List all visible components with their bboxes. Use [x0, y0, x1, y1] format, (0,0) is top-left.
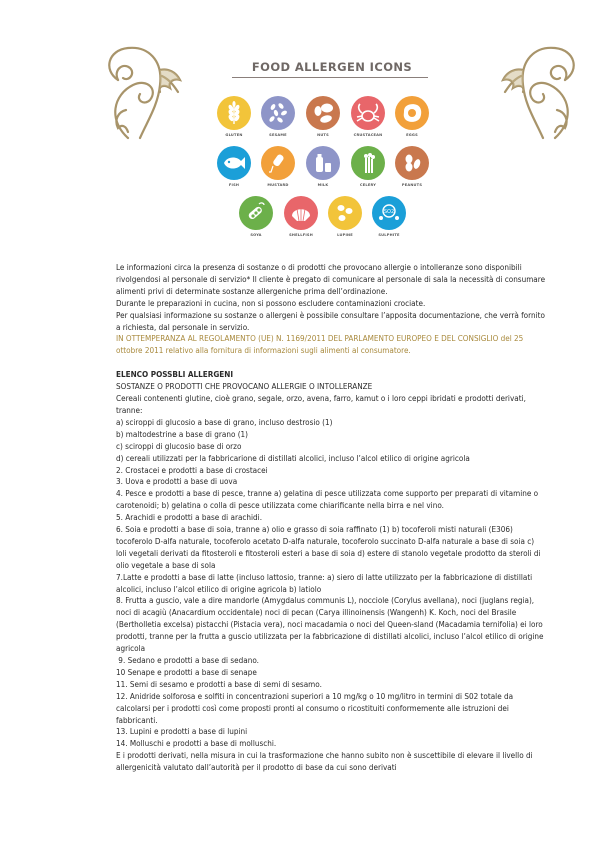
peanut-icon — [395, 146, 429, 180]
allergen-crustacean — [345, 96, 391, 137]
icon-label: PEANUTS — [401, 183, 423, 187]
page-title: FOOD ALLERGEN ICONS — [251, 60, 413, 74]
list-item: 7.Latte e prodotti a base di latte (incluso lattosio, tranne: a) siero di latte utilizzato per la fabbricazione di distillati alcolici, incluso l’alcol etilico di origine agricola b) latiolo — [116, 571, 533, 594]
svg-text:SO2: SO2 — [383, 209, 395, 215]
allergen-eggs — [389, 96, 435, 137]
allergen-soya — [233, 196, 279, 237]
allergen-celery — [345, 146, 391, 187]
icon-label: MILK — [317, 183, 329, 187]
list-item: 13. Lupini e prodotti a base di lupini — [116, 726, 248, 737]
list-item: 5. Arachidi e prodotti a base di arachidi. — [116, 512, 263, 523]
allergen-peanuts — [389, 146, 435, 187]
list-item: d) cereali utilizzati per la fabbricarione di distillati alcolici, incluso l’alcol etilico di origine agricola — [116, 452, 470, 463]
list-item: 11. Semi di sesamo e prodotti a base di semi di sesamo. — [116, 678, 322, 689]
shell-icon — [284, 196, 318, 230]
spacer — [116, 357, 546, 369]
icon-label: NUTS — [317, 133, 329, 137]
icon-label: CELERY — [359, 183, 377, 187]
icon-label: SHELLFISH — [289, 233, 313, 237]
list-item: 10 Senape e prodotti a base di senape — [116, 666, 257, 677]
intro-paragraph: Le informazioni circa la presenza di sostanze o di prodotti che provocano allergie o intolleranze sono disponibili rivolgendosi al personale di servizio* Il cliente è pregato di comunicare al personale di sala la necessità di consumare alimenti privi di determinate sostanze allergeniche prima dell’ordinazione. — [116, 262, 546, 296]
list-item: a) sciroppi di glucosio a base di grano, incluso destrosio (1) — [116, 416, 333, 427]
list-item: c) sciroppi di glucosio base di orzo — [116, 440, 242, 451]
milk-bottle-icon — [306, 146, 340, 180]
lupine-beans-icon — [328, 196, 362, 230]
icon-label: LUPINE — [337, 233, 353, 237]
allergen-lupine — [322, 196, 368, 237]
allergen-milk — [300, 146, 346, 187]
list-item: 4. Pesce e prodotti a base di pesce, tranne a) gelatina di pesce utilizzata come supporto per preparati di vitamine o carotenoidi; b) gelatina o colla di pesce utilizzata come chiarificante nella birra e nel vino. — [116, 488, 539, 511]
soybean-pod-icon — [239, 196, 273, 230]
fried-egg-icon — [395, 96, 429, 130]
allergen-mustard — [255, 146, 301, 187]
allergen-nuts — [300, 96, 346, 137]
icon-label: SULPHITE — [378, 233, 400, 237]
icon-label: CRUSTACEAN — [353, 133, 383, 137]
list-item: 12. Anidride solforosa e solfiti in concentrazioni superiori a 10 mg/kg o 10 mg/litro in termini di S02 totale da calcolarsi per i prodotti così come proposti pronti al consumo o ricostituiti conformemente alle istruzioni dei fabbricanti. — [116, 690, 514, 725]
icon-label: SOYA — [250, 233, 262, 237]
list-item: b) maltodestrine a base di grano (1) — [116, 428, 249, 439]
list-item: 2. Crostacei e prodotti a base di crostacei — [116, 464, 268, 475]
list-item: 8. Frutta a guscio, vale a dire mandorle (Amygdalus communis L), nocciole (Corylus avellana), noci (juglans regia), noci di acagiù (Anacardium occidentale) noci di pecan (Carya illinoinensis (Wangenh) K. Koch, noci del Brasile (Bertholletia excelsa) pistacchi (Pistacia vera), noci macadamia o noci del Queen-sland (Macadamia ternifolia) ei loro prodotti, tranne per la frutta a guscio utilizzata per la fabbricazione di distillati alcolici, incluso l’alcol etilico di origine agricola — [116, 595, 544, 654]
allergen-sulphite — [366, 196, 412, 237]
fish-icon — [217, 146, 251, 180]
closing-note: E i prodotti derivati, nella misura in cui la trasformazione che hanno subito non è suscettibile di elevare il livello di allergenicità valutato dall’autorità per il prodotto di base da cui sono derivati — [116, 750, 533, 773]
crab-icon — [351, 96, 385, 130]
allergen-sesame — [255, 96, 301, 137]
icon-label: FISH — [228, 183, 240, 187]
nuts-icon — [306, 96, 340, 130]
sesame-seeds-icon — [261, 96, 295, 130]
allergen-gluten — [211, 96, 257, 137]
allergen-information — [116, 262, 546, 774]
icon-label: MUSTARD — [267, 183, 289, 187]
mustard-bottle-icon — [261, 146, 295, 180]
list-item: 14. Molluschi e prodotti a base di molluschi. — [116, 738, 277, 749]
allergen-icon-grid — [0, 0, 613, 260]
intro-paragraph: Per qualsiasi informazione su sostanze o allergeni è possibile consultare l’apposita documentazione, che verrà fornito a richiesta, dal personale in servizio. — [116, 309, 545, 332]
allergen-fish — [211, 146, 257, 187]
allergen-shellfish — [278, 196, 324, 237]
sulphite-so2-icon — [372, 196, 406, 230]
list-item: Cereali contenenti glutine, cioè grano, segale, orzo, avena, farro, kamut o i loro ceppi ibridati e prodotti derivati, tranne: — [116, 393, 526, 415]
intro-paragraph: Durante le preparazioni in cucina, non si possono escludere contaminazioni crociate. — [116, 297, 426, 308]
wheat-icon — [217, 96, 251, 130]
celery-icon — [351, 146, 385, 180]
icon-label: EGGS — [406, 133, 418, 137]
list-subheading: SOSTANZE O PRODOTTI CHE PROVOCANO ALLERGIE O INTOLLERANZE — [116, 381, 373, 392]
list-heading: ELENCO POSSBLI ALLERGENI — [116, 369, 234, 380]
regulation-notice: IN OTTEMPERANZA AL REGOLAMENTO (UE) N. 1169/2011 DEL PARLAMENTO EUROPEO E DEL CONSIGLIO del 25 ottobre 2011 relativo alla fornitura di informazioni sugli alimenti al consumatore. — [116, 333, 524, 356]
icon-label: GLUTEN — [225, 133, 243, 137]
list-item: 9. Sedano e prodotti a base di sedano. — [116, 655, 259, 665]
icon-label: SESAME — [269, 133, 287, 137]
list-item: 6. Soia e prodotti a base di soia, tranne a) olio e grasso di soia raffinato (1) b) tocoferoli misti naturali (E306) tocoferolo D-alfa naturale, tocoferolo acetato D-alfa naturale, tocoferolo succinato D-alfa naturale a base di soia c) loli vegetali derivati da fitosteroli e fitosteroli esteri a base di soia d) estere di stanolo vegetale prodotto da steroli di olio vegetale a base di sola — [116, 524, 541, 570]
list-item: 3. Uova e prodotti a base di uova — [116, 476, 238, 487]
